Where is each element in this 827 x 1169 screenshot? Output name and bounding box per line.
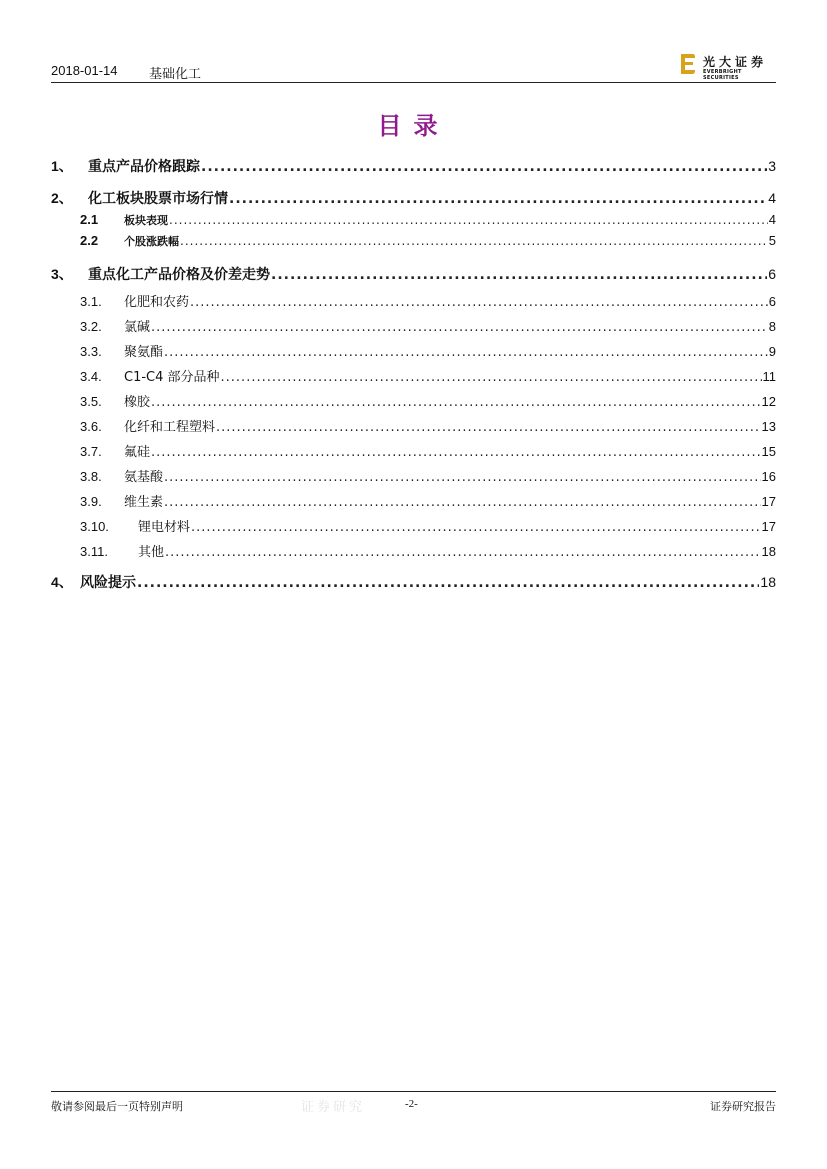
toc-entry-3-8[interactable]: [80, 466, 776, 485]
everbright-logo: [681, 52, 776, 81]
report-sector: 基础化工: [149, 67, 202, 82]
toc-entry-3-9[interactable]: [80, 491, 776, 510]
toc-entry-3-11[interactable]: [80, 541, 776, 560]
logo-chinese-name: 光大证券: [703, 55, 768, 69]
toc-page: 17: [761, 494, 776, 509]
toc-entry-3-1[interactable]: [80, 291, 776, 310]
toc-label: 重点产品价格跟踪: [88, 159, 200, 175]
toc-entry-3-6[interactable]: [80, 416, 776, 435]
footer-watermark: 证券研究: [301, 1100, 366, 1115]
toc-number: 2.2: [80, 233, 99, 248]
toc-entry-2[interactable]: [51, 188, 776, 208]
toc-label: 化纤和工程塑料: [124, 420, 216, 435]
toc-leader: [271, 267, 767, 283]
toc-entry-3[interactable]: [51, 264, 776, 284]
page-header: [51, 55, 776, 83]
toc-number: 3.2.: [80, 319, 102, 334]
toc-page: 4: [768, 212, 776, 227]
toc-label: 其他: [138, 545, 165, 560]
toc-label: 氟硅: [124, 445, 151, 460]
toc-leader: [137, 575, 759, 591]
toc-entry-3-2[interactable]: [80, 316, 776, 335]
footer-report-type: 证券研究报告: [710, 1100, 776, 1113]
toc-number: 3.1.: [80, 294, 102, 309]
toc-leader: [164, 495, 761, 510]
report-date: 2018-01-14: [51, 63, 118, 78]
toc-page: 12: [761, 394, 776, 409]
toc-label: C1-C4 部分品种: [124, 370, 220, 385]
toc-page: 18: [761, 544, 776, 559]
toc-leader: [221, 370, 762, 385]
toc-page: 18: [760, 574, 776, 590]
toc-leader: [169, 213, 768, 227]
toc-number: 3.9.: [80, 494, 102, 509]
toc-label: 个股涨跌幅: [124, 235, 179, 248]
toc-number: 3.5.: [80, 394, 102, 409]
toc-leader: [216, 420, 761, 435]
toc-label: 橡胶: [124, 395, 151, 410]
toc-title: 目录: [377, 111, 450, 140]
toc-number: 3.7.: [80, 444, 102, 459]
toc-page: 3: [768, 158, 776, 174]
toc-page: 9: [768, 344, 776, 359]
toc-label: 重点化工产品价格及价差走势: [88, 267, 270, 283]
toc-number: 2.1: [80, 212, 99, 227]
toc-label: 板块表现: [124, 214, 168, 227]
toc-leader: [151, 445, 761, 460]
toc-entry-3-4[interactable]: [80, 366, 776, 385]
toc-label: 聚氨酯: [124, 345, 164, 360]
everbright-logo-mark-icon: [681, 54, 695, 74]
toc-label: 锂电材料: [138, 520, 191, 535]
toc-entry-1[interactable]: [51, 156, 776, 176]
toc-label: 氨基酸: [124, 470, 164, 485]
toc-label: 维生素: [124, 495, 164, 510]
toc-leader: [190, 295, 768, 310]
toc-page: 6: [768, 266, 776, 282]
toc-leader: [229, 191, 767, 207]
toc-page: 4: [768, 190, 776, 206]
toc-label: 化工板块股票市场行情: [88, 191, 228, 207]
toc-number: 3、: [51, 266, 73, 282]
page-footer: [51, 1091, 776, 1122]
toc-leader: [164, 470, 761, 485]
toc-leader: [201, 159, 767, 175]
toc-entry-2-2[interactable]: [80, 233, 776, 249]
toc-entry-3-5[interactable]: [80, 391, 776, 410]
toc-leader: [180, 234, 768, 248]
toc-number: 3.6.: [80, 419, 102, 434]
toc-label: 氯碱: [124, 320, 151, 335]
footer-disclaimer: 敬请参阅最后一页特别声明: [51, 1100, 183, 1113]
toc-page: 8: [768, 319, 776, 334]
toc-label: 化肥和农药: [124, 295, 190, 310]
toc-page: 16: [761, 469, 776, 484]
toc-number: 3.10.: [80, 519, 109, 534]
toc-number: 1、: [51, 158, 73, 174]
toc-number: 4、: [51, 574, 73, 590]
toc-leader: [191, 520, 761, 535]
toc-page: 11: [762, 369, 776, 384]
toc-page: 5: [768, 233, 776, 248]
toc-page: 17: [761, 519, 776, 534]
toc-entry-4[interactable]: [51, 572, 776, 592]
toc-label: 风险提示: [80, 575, 136, 591]
toc-leader: [164, 345, 768, 360]
toc-number: 3.8.: [80, 469, 102, 484]
toc-leader: [151, 320, 768, 335]
toc-leader: [165, 545, 761, 560]
toc-entry-3-7[interactable]: [80, 441, 776, 460]
toc-entry-2-1[interactable]: [80, 212, 776, 228]
logo-english-name: EVERBRIGHT SECURITIES: [703, 69, 742, 81]
toc-entry-3-3[interactable]: [80, 341, 776, 360]
toc-entry-3-10[interactable]: [80, 516, 776, 535]
toc-number: 2、: [51, 190, 73, 206]
toc-number: 3.4.: [80, 369, 102, 384]
toc-page: 6: [768, 294, 776, 309]
toc-number: 3.11.: [80, 544, 108, 559]
toc-leader: [151, 395, 761, 410]
toc-page: 13: [761, 419, 776, 434]
footer-page-number: -2-: [405, 1098, 418, 1110]
toc-page: 15: [761, 444, 776, 459]
toc-number: 3.3.: [80, 344, 102, 359]
